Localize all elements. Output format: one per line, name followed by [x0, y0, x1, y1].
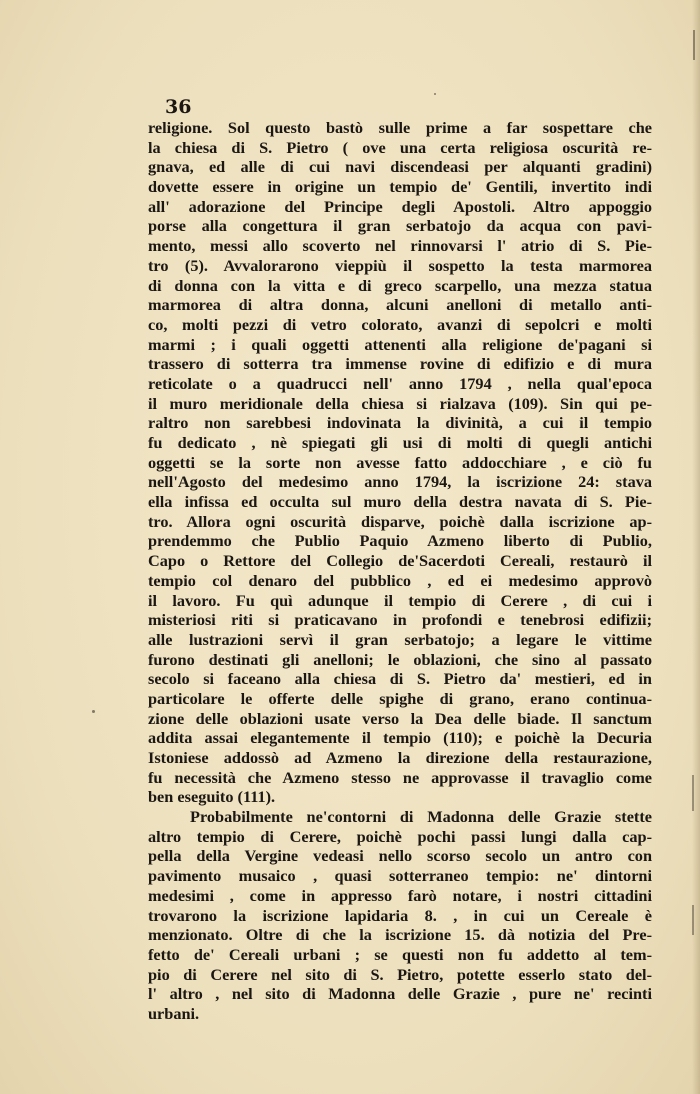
text-line: misteriosi riti si praticavano in profondi e tenebrosi edifizii; [148, 610, 652, 630]
text-line: menzionato. Oltre di che la iscrizione 15. dà notizia del Pre- [148, 925, 652, 945]
text-line: Capo o Rettore del Collegio de'Sacerdoti Cereali, restaurò il [148, 551, 652, 571]
text-line: prendemmo che Publio Paquio Azmeno liberto di Publio, [148, 531, 652, 551]
text-line: di donna con la vitta e di greco scarpello, una mezza statua [148, 275, 652, 295]
text-line: co, molti pezzi di vetro colorato, avanzi di sepolcri e molti [148, 314, 652, 334]
text-line: pella della Vergine vedeasi nello scorso secolo un antro con [148, 846, 652, 866]
margin-speck [434, 93, 436, 95]
paragraph [148, 118, 652, 807]
text-line: medesimi , come in appresso farò notare, i nostri cittadini [148, 885, 652, 905]
text-line: marmi ; i quali oggetti attenenti alla religione de'pagani si [148, 334, 652, 354]
text-line: Probabilmente ne'contorni di Madonna delle Grazie stette [190, 807, 652, 827]
text-line: pavimento musaico , quasi sotterraneo tempio: ne' dintorni [148, 866, 652, 886]
text-line: reticolate o a quadrucci nell' anno 1794 , nella qual'epoca [148, 373, 652, 393]
text-line: Istoniese addossò ad Azmeno la direzione della restaurazione, [148, 748, 652, 767]
text-line: pio di Cerere nel sito di S. Pietro, potette esserlo stato del- [148, 964, 652, 984]
text-line: gnava, ed alle di cui navi discendeasi per alquanti gradini) [148, 157, 652, 177]
text-line: ben eseguito (111). [148, 787, 276, 807]
text-line: ella infissa ed occulta sul muro della destra navata di S. Pie- [148, 492, 652, 512]
text-line: raltro non sarebbesi indovinata la divinità, a cui il tempio [148, 413, 652, 433]
text-line: addita assai elegantemente il tempio (110); e poichè la Decuria [148, 728, 652, 748]
text-line: fu dedicato , nè spiegati gli usi di molti di quegli antichi [148, 433, 652, 452]
text-line: zione delle oblazioni usate verso la Dea delle biade. Il sanctum [148, 708, 652, 728]
text-line: dovette essere in origine un tempio de' Gentili, invertito indi [148, 177, 652, 197]
text-line: altro tempio di Cerere, poichè pochi passi lungi dalla cap- [148, 826, 652, 846]
paragraph [148, 807, 652, 1024]
text-line: tro. Allora ogni oscurità disparve, poichè dalla iscrizione ap- [148, 511, 652, 531]
text-line: la chiesa di S. Pietro ( ove una certa religiosa oscurità re- [148, 137, 652, 157]
text-line: il muro meridionale della chiesa si rialzava (109). Sin qui pe- [148, 393, 652, 413]
text-line: nell'Agosto del medesimo anno 1794, la iscrizione 24: stava [148, 472, 652, 492]
text-line: porse alla congettura il gran serbatojo da acqua con pavi- [148, 216, 652, 236]
page-number: 36 [165, 96, 192, 118]
margin-speck [92, 710, 95, 713]
text-line: fu necessità che Azmeno stesso ne approvasse il travaglio come [148, 767, 652, 787]
text-line: l' altro , nel sito di Madonna delle Grazie , pure ne' recinti [148, 984, 652, 1004]
margin-speck [692, 775, 694, 811]
text-line: tro (5). Avvalorarono vieppiù il sospetto la testa marmorea [148, 255, 652, 275]
text-line: tempio col denaro del pubblico , ed ei medesimo approvò [148, 570, 652, 590]
text-line: religione. Sol questo bastò sulle prime a far sospettare che [148, 118, 652, 137]
text-line: trassero di sotterra tra immense rovine di edifizio e di mura [148, 354, 652, 374]
text-line: urbani. [148, 1003, 200, 1023]
text-line: alle lustrazioni servì il gran serbatojo; a legare le vittime [148, 629, 652, 649]
text-line: all' adorazione del Principe degli Apostoli. Altro appoggio [148, 196, 652, 216]
margin-speck [692, 905, 694, 935]
text-line: particolare le offerte delle spighe di grano, erano continua- [148, 688, 652, 708]
text-line: marmorea di altra donna, alcuni anelloni di metallo anti- [148, 295, 652, 315]
margin-speck [693, 30, 695, 60]
text-line: trovarono la iscrizione lapidaria 8. , in cui un Cereale è [148, 905, 652, 925]
text-line: secolo si faceano alla chiesa di S. Pietro da' mestieri, ed in [148, 669, 652, 689]
text-line: furono destinati gli anelloni; le oblazioni, che sino al passato [148, 649, 652, 669]
text-line: oggetti se la sorte non avesse fatto addocchiare , e ciò fu [148, 452, 652, 472]
body-text [148, 118, 652, 1024]
text-line: fetto de' Cereali urbani ; se questi non fu addetto al tem- [148, 944, 652, 964]
text-line: il lavoro. Fu quì adunque il tempio di Cerere , di cui i [148, 590, 652, 610]
text-line: mento, messi allo scoverto nel rinnovarsi l' atrio di S. Pie- [148, 236, 652, 256]
